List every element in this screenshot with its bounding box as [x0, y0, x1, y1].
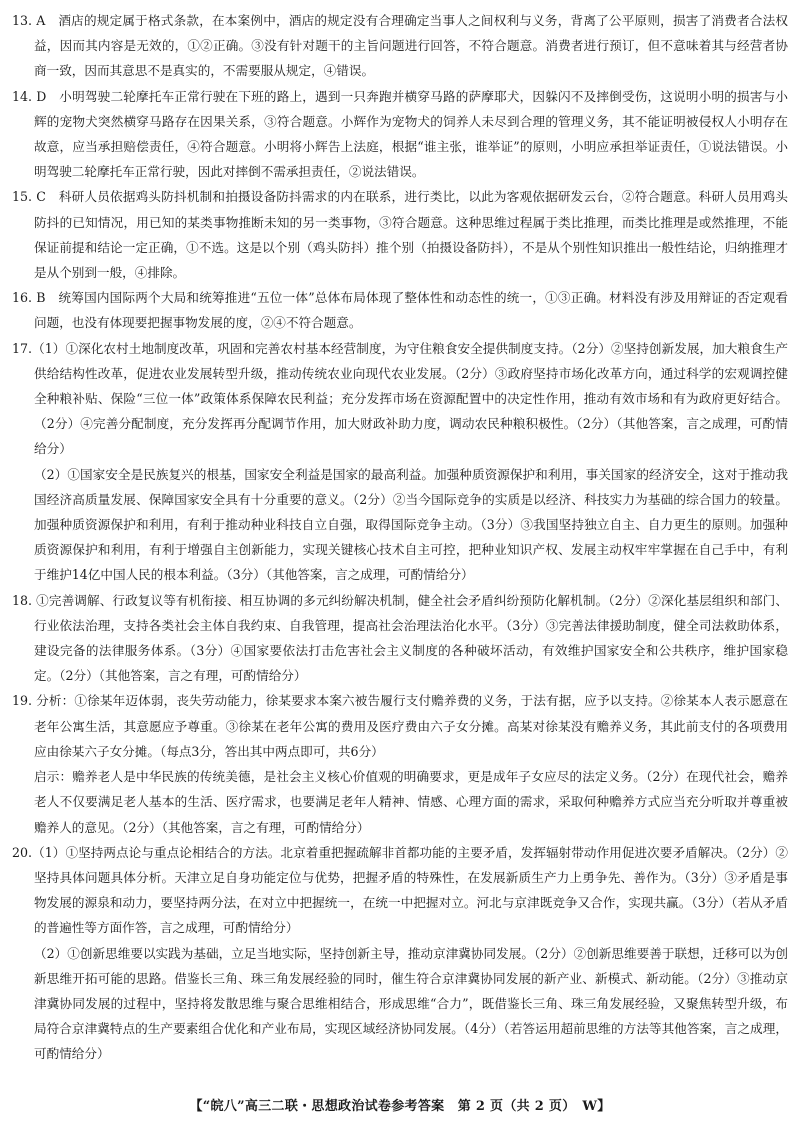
answer-paragraph: 15. C 科研人员依据鸡头防抖机制和拍摄设备防抖需求的内在联系，进行类比，以此为客观依据研发云台，②符合题意。科研人员用鸡头防抖的已知情况，用已知的某类事物推断未知的另一类事物，③符合题意。这种思维过程属于类比推理，而类比推理是或然推理，不能保证前提和结论一定正确，①不选。这是以个别（鸡头防抖）推个别（拍摄设备防抖），不是从个别性知识推出一般性结论，归纳推理才是从个别到一般，④排除。 [12, 189, 788, 281]
answer-paragraph: 16. B 统筹国内国际两个大局和统筹推进“五位一体”总体布局体现了整体性和动态性的统一，①③正确。材料没有涉及用辩证的否定观看问题，也没有体现要把握事物发展的度，②④不符合题意。 [12, 290, 788, 331]
answer-paragraph: 14. D 小明驾驶二轮摩托车正常行驶在下班的路上，遇到一只奔跑并横穿马路的萨摩耶犬，因躲闪不及摔倒受伤，这说明小明的损害与小辉的宠物犬突然横穿马路存在因果关系，③符合题意。小辉作为宠物犬的饲养人未尽到合理的管理义务，其不能证明被侵权人小明存在故意，应当承担赔偿责任，④符合题意。小明将小辉告上法庭，根据“谁主张，谁举证”的原则，小明应承担举证责任，①说法错误。小明驾驶二轮摩托车正常行驶，因此对摔倒不需承担责任，②说法错误。 [12, 88, 788, 180]
answer-paragraph: 19. 分析：①徐某年迈体弱，丧失劳动能力，徐某要求本案六被告履行支付赡养费的义务，于法有据，应予以支持。②徐某本人表示愿意在老年公寓生活，其意愿应予尊重。③徐某在老年公寓的费用及医疗费由六子女分摊。高某对徐某没有赡养义务，其此前支付的各项费用应由徐某六子女分摊。（每点3分，答出其中两点即可，共6分） [12, 693, 788, 759]
answer-paragraph: 18. ①完善调解、行政复议等有机衔接、相互协调的多元纠纷解决机制，健全社会矛盾纠纷预防化解机制。（2分）②深化基层组织和部门、行业依法治理，支持各类社会主体自我约束、自我管理，提高社会治理法治化水平。（3分）③完善法律援助制度，健全司法救助体系，建设完备的法律服务体系。（3分）④国家要依法打击危害社会主义制度的各种破坏活动，有效维护国家安全和公共秩序，维护国家稳定。（2分）（其他答案，言之有理，可酌情给分） [12, 592, 788, 684]
answer-list [12, 8, 788, 1067]
answer-subparagraph: 启示：赡养老人是中华民族的传统美德，是社会主义核心价值观的明确要求，更是成年子女应尽的法定义务。（2分）在现代社会，赡养老人不仅要满足老人基本的生活、医疗需求，也要满足老年人精神、情感、心理方面的需求，采取何种赡养方式应当充分听取并尊重被赡养人的意见。（2分）（其他答案，言之有理，可酌情给分） [34, 769, 788, 835]
answer-paragraph: 20.（1）①坚持两点论与重点论相结合的方法。北京着重把握疏解非首都功能的主要矛盾，发挥辐射带动作用促进次要矛盾解决。（2分）②坚持具体问题具体分析。天津立足自身功能定位与优势，把握矛盾的特殊性，在发展新质生产力上勇争先、善作为。（3分）③矛盾是事物发展的源泉和动力，要坚持两分法，在对立中把握统一，在统一中把握对立。河北与京津既竞争又合作，实现共赢。（3分）（若从矛盾的普遍性等方面作答，言之成理，可酌情给分） [12, 844, 788, 936]
page-footer: 【“皖八”高三二联・思想政治试卷参考答案 第 2 页（共 2 页） W】 [189, 1099, 611, 1114]
answer-subparagraph: （2）①创新思维要以实践为基础，立足当地实际，坚持创新主导，推动京津冀协同发展。（2分）②创新思维要善于联想，迁移可以为创新思维开拓可能的思路。借鉴长三角、珠三角发展经验的同时，催生符合京津冀协同发展的新产业、新模式、新动能。（2分）③推动京津冀协同发展的过程中，坚持将发散思维与聚合思维相结合，形成思维“合力”，既借鉴长三角、珠三角发展经验，又聚焦转型升级，布局符合京津冀特点的生产要素组合优化和产业布局，实现区域经济协同发展。（4分）（若答运用超前思维的方法等其他答案，言之成理，可酌情给分） [34, 945, 788, 1062]
answer-paragraph: 13. A 酒店的规定属于格式条款，在本案例中，酒店的规定没有合理确定当事人之间权利与义务，背离了公平原则，损害了消费者合法权益，因而其内容是无效的，①②正确。③没有针对题干的主旨问题进行回答，不符合题意。消费者进行预订，但不意味着其与经营者协商一致，因而其意思不是真实的，不需要服从规定，④错误。 [12, 13, 788, 79]
answer-paragraph: 17.（1）①深化农村土地制度改革，巩固和完善农村基本经营制度，为守住粮食安全提供制度支持。（2分）②坚持创新发展，加大粮食生产供给结构性改革，促进农业发展转型升级，推动传统农业向现代农业发展。（2分）③政府坚持市场化改革方向，通过科学的宏观调控健全种粮补贴、保险“三位一体”政策体系保障农民利益；充分发挥市场在资源配置中的决定性作用，推动有效市场和有为政府更好结合。（2分）④完善分配制度，充分发挥再分配调节作用，加大财政补助力度，调动农民种粮积极性。（2分）（其他答案，言之成理，可酌情给分） [12, 340, 788, 457]
answer-subparagraph: （2）①国家安全是民族复兴的根基，国家安全利益是国家的最高利益。加强种质资源保护和利用，事关国家的经济安全，这对于推动我国经济高质量发展、保障国家安全具有十分重要的意义。（2分）②当今国际竞争的实质是以经济、科技实力为基础的综合国力的较量。加强种质资源保护和利用，有利于推动种业科技自立自强，取得国际竞争主动。（3分）③我国坚持独立自主、自力更生的原则。加强种质资源保护和利用，有利于增强自主创新能力，实现关键核心技术自主可控，把种业知识产权、发展主动权牢牢掌握在自己手中，有利于维护14亿中国人民的根本利益。（3分）（其他答案，言之成理，可酌情给分） [34, 466, 788, 583]
